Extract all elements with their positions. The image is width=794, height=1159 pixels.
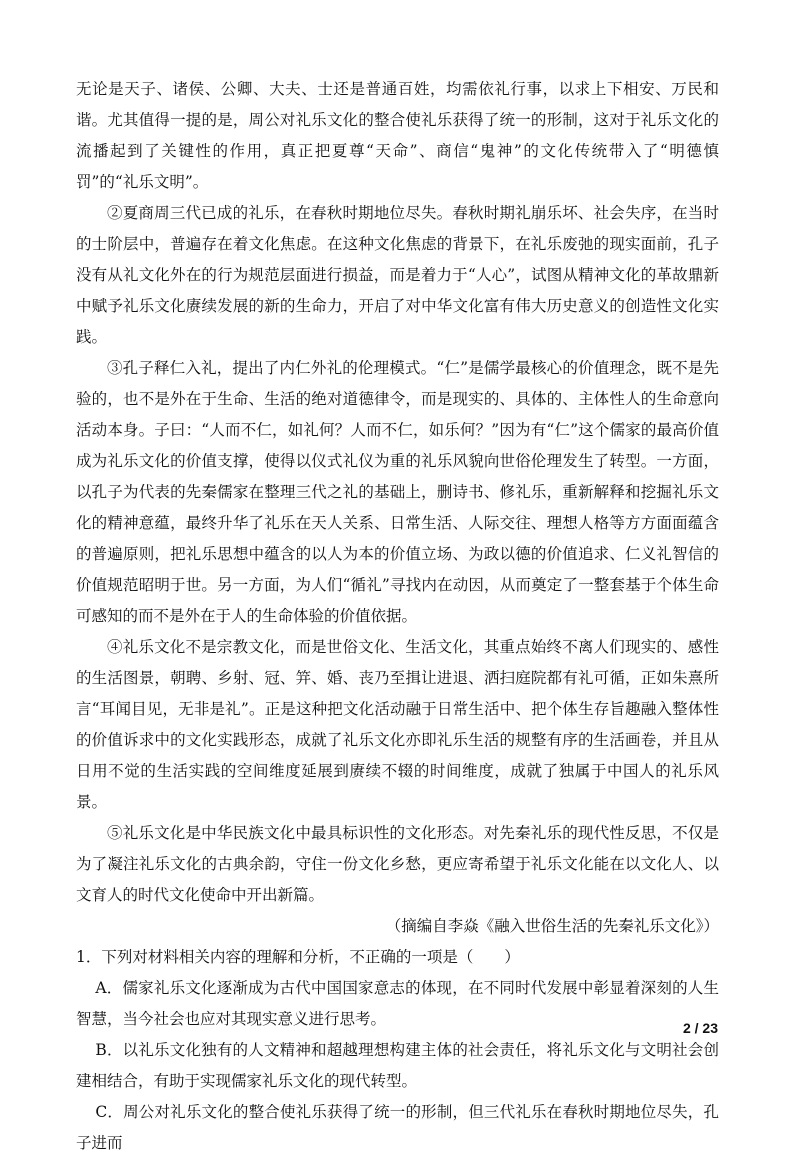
passage-paragraph-continued: 无论是天子、诸侯、公卿、大夫、士还是普通百姓，均需依礼行事，以求上下相安、万民和谐。尤其值得一提的是，周公对礼乐文化的整合使礼乐获得了统一的形制，这对于礼乐文化的流播起到了关键性的作用，真正把夏尊“天命”、商信“鬼神”的文化传统带入了“明德慎罚”的“礼乐文明”。 bbox=[76, 80, 719, 191]
question-1-stem: 1．下列对材料相关内容的理解和分析，不正确的一项是（ ） bbox=[76, 948, 520, 966]
page-number: 2 / 23 bbox=[682, 1020, 718, 1036]
question-1-option-b: B．以礼乐文化独有的人文精神和超越理想构建主体的社会责任，将礼乐文化与文明社会创建相结合，有助于实现儒家礼乐文化的现代转型。 bbox=[76, 1041, 719, 1090]
question-1-option-a: A．儒家礼乐文化逐渐成为古代中国国家意志的体现，在不同时代发展中彰显着深刻的人生智慧，当今社会也应对其现实意义进行思考。 bbox=[76, 979, 719, 1028]
passage-paragraph-2: ②夏商周三代已成的礼乐，在春秋时期地位尽失。春秋时期礼崩乐坏、社会失序，在当时的士阶层中，普遍存在着文化焦虑。在这种文化焦虑的背景下，在礼乐废弛的现实面前，孔子没有从礼文化外在的行为规范层面进行损益，而是着力于“人心”，试图从精神文化的革故鼎新中赋予礼乐文化赓续发展的新的生命力，开启了对中华文化富有伟大历史意义的创造性文化实践。 bbox=[76, 204, 719, 346]
passage-paragraph-4: ④礼乐文化不是宗教文化，而是世俗文化、生活文化，其重点始终不离人们现实的、感性的生活图景，朝聘、乡射、冠、笄、婚、丧乃至揖让进退、洒扫庭院都有礼可循，正如朱熹所言“耳闻目见，无非是礼”。正是这种把文化活动融于日常生活中、把个体生存旨趣融入整体性的价值诉求中的文化实践形态，成就了礼乐文化亦即礼乐生活的规整有序的生活画卷，并且从日用不觉的生活实践的空间维度延展到赓续不辍的时间维度，成就了独属于中国人的礼乐风景。 bbox=[76, 638, 719, 811]
document-page bbox=[76, 74, 719, 1159]
question-1-option-c: C．周公对礼乐文化的整合使礼乐获得了统一的形制，但三代礼乐在春秋时期地位尽失，孔子进而 bbox=[76, 1103, 719, 1152]
passage-source: （摘编自李焱《融入世俗生活的先秦礼乐文化》） bbox=[385, 917, 719, 935]
passage-paragraph-5: ⑤礼乐文化是中华民族文化中最具标识性的文化形态。对先秦礼乐的现代性反思，不仅是为了凝注礼乐文化的古典余韵，守住一份文化乡愁，更应寄希望于礼乐文化能在以文化人、以文育人的时代文化使命中开出新篇。 bbox=[76, 824, 719, 904]
passage-paragraph-3: ③孔子释仁入礼，提出了内仁外礼的伦理模式。“仁”是儒学最核心的价值理念，既不是先验的，也不是外在于生命、生活的绝对道德律令，而是现实的、具体的、主体性人的生命意向活动本身。子曰：“人而不仁，如礼何？人而不仁，如乐何？”因为有“仁”这个儒家的最高价值成为礼乐文化的价值支撑，使得以仪式礼仪为重的礼乐风貌向世俗伦理发生了转型。一方面，以孔子为代表的先秦儒家在整理三代之礼的基础上，删诗书、修礼乐，重新解释和挖掘礼乐文化的精神意蕴，最终升华了礼乐在天人关系、日常生活、人际交往、理想人格等方方面面蕴含的普遍原则，把礼乐思想中蕴含的以人为本的价值立场、为政以德的价值追求、仁义礼智信的价值规范昭明于世。另一方面，为人们“循礼”寻找内在动因，从而奠定了一整套基于个体生命可感知的而不是外在于人的生命体验的价值依据。 bbox=[76, 359, 719, 625]
